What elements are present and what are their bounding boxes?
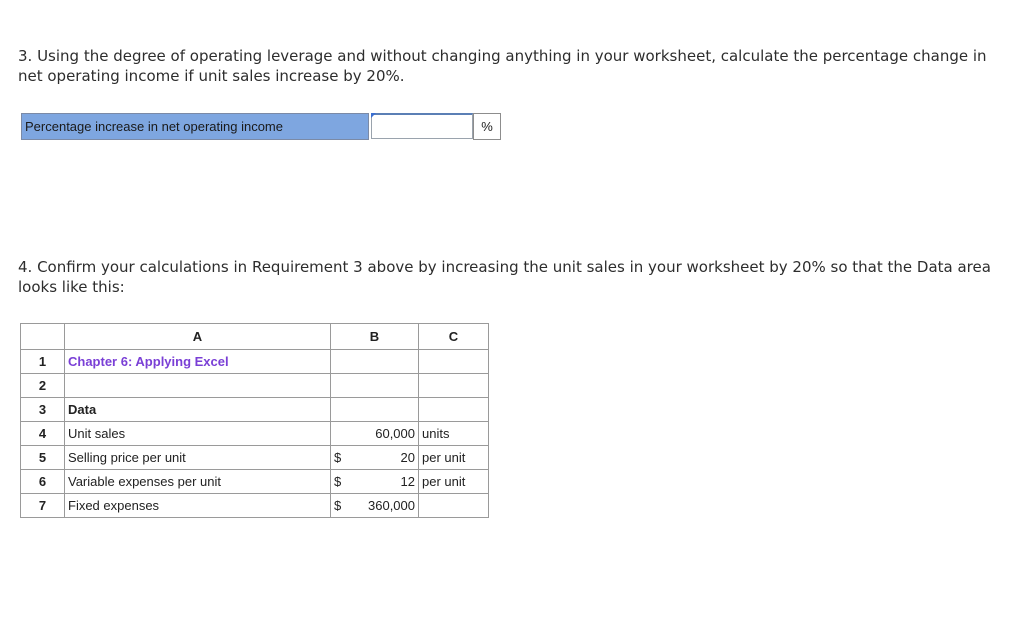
cell-b: [331, 398, 419, 422]
row-number: 2: [21, 374, 65, 398]
corner-cell: [21, 324, 65, 350]
cell-b-value: 360,000: [368, 498, 415, 513]
percentage-increase-input[interactable]: [371, 113, 473, 139]
cell-b: [331, 446, 419, 470]
cell-a: Fixed expenses: [65, 494, 331, 518]
row-number: 7: [21, 494, 65, 518]
table-row: [21, 446, 489, 470]
cell-c: [419, 494, 489, 518]
cell-c: per unit: [419, 446, 489, 470]
cell-b: [331, 422, 419, 446]
currency-symbol: $: [334, 498, 342, 513]
cell-c: [419, 398, 489, 422]
column-header-a: A: [65, 324, 331, 350]
cell-b: [331, 350, 419, 374]
requirement-4-text: 4. Confirm your calculations in Requirement 3 above by increasing the unit sales in your worksheet by 20% so that the Data area looks like this:: [18, 258, 991, 296]
answer-input-wrapper: [371, 113, 473, 140]
table-row: [21, 470, 489, 494]
table-row: [21, 398, 489, 422]
table-row: [21, 494, 489, 518]
cell-a: Data: [65, 398, 331, 422]
cell-b: [331, 494, 419, 518]
percent-unit-label: %: [473, 113, 501, 140]
cell-b-value: 20: [400, 450, 415, 465]
cell-a: Selling price per unit: [65, 446, 331, 470]
column-header-row: [21, 324, 489, 350]
cell-b-value: 12: [400, 474, 415, 489]
requirement-3-text: 3. Using the degree of operating leverage and without changing anything in your worksheet, calculate the percentage change in net operating income if unit sales increase by 20%.: [18, 47, 987, 85]
table-row: [21, 350, 489, 374]
column-header-b: B: [331, 324, 419, 350]
cell-c: units: [419, 422, 489, 446]
cell-a: [65, 374, 331, 398]
cell-c: per unit: [419, 470, 489, 494]
cell-b-value: 60,000: [375, 426, 415, 441]
cell-c: [419, 350, 489, 374]
sheet-title: Chapter 6: Applying Excel: [65, 350, 331, 374]
row-number: 5: [21, 446, 65, 470]
cell-c: [419, 374, 489, 398]
cell-a: Variable expenses per unit: [65, 470, 331, 494]
row-number: 6: [21, 470, 65, 494]
currency-symbol: $: [334, 474, 342, 489]
cell-marker-icon: [371, 113, 376, 118]
currency-symbol: $: [334, 450, 342, 465]
answer-label: Percentage increase in net operating income: [21, 113, 369, 140]
row-number: 1: [21, 350, 65, 374]
column-header-c: C: [419, 324, 489, 350]
table-row: [21, 422, 489, 446]
cell-b: [331, 470, 419, 494]
row-number: 3: [21, 398, 65, 422]
row-number: 4: [21, 422, 65, 446]
cell-b: [331, 374, 419, 398]
answer-row: [21, 113, 501, 140]
data-area-spreadsheet: [20, 323, 489, 518]
table-row: [21, 374, 489, 398]
cell-a: Unit sales: [65, 422, 331, 446]
